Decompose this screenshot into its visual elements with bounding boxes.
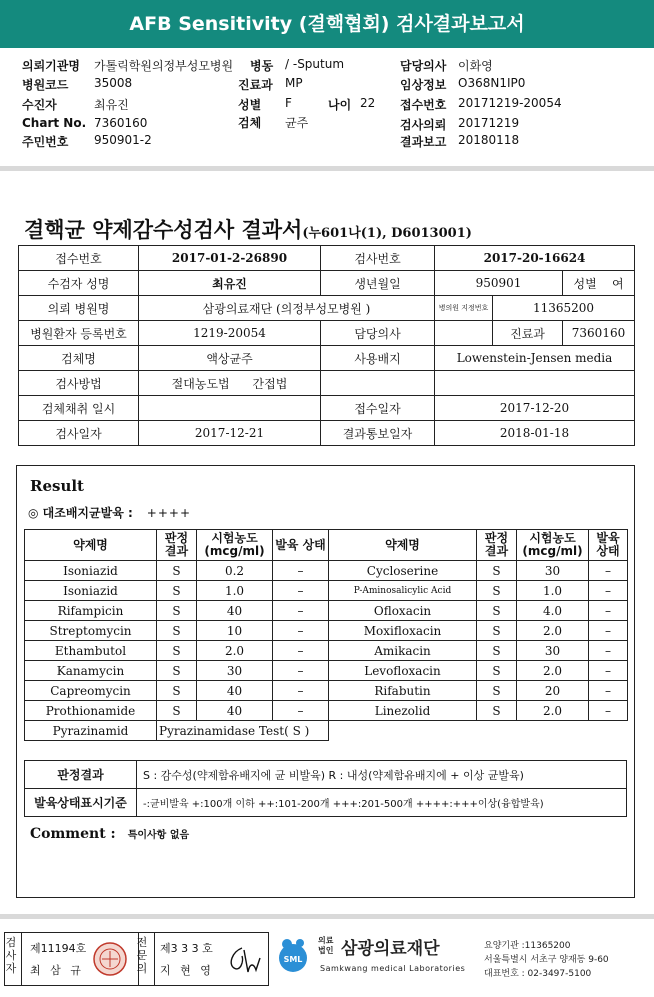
drug-name: Ethambutol (25, 641, 157, 661)
drug-conc: 10 (197, 621, 273, 641)
receipt-label: 접수번호 (19, 246, 139, 271)
age-label: 나이 (328, 98, 352, 112)
drug-growth: – (589, 661, 628, 681)
drug-name: Ofloxacin (329, 601, 477, 621)
institution-label: 의뢰기관명 (22, 59, 80, 73)
sex-label: 성별 (238, 98, 262, 112)
logo-text: SML (283, 955, 303, 964)
resident-label: 주민번호 (22, 135, 69, 149)
blank-cell (329, 721, 628, 741)
comment-text: 특이사항 없음 (127, 830, 190, 841)
reg-value: 1219-20054 (139, 321, 321, 346)
doctor-value (435, 321, 493, 346)
drug-row (25, 561, 628, 581)
org-code: 요양기관 :11365200 (484, 941, 571, 951)
hosp-no-label: 병의원 지정번호 (435, 296, 493, 321)
drug-row (25, 641, 628, 661)
org-english: Samkwang medical Laboratories (320, 964, 466, 973)
drug-judge: S (157, 661, 197, 681)
drug-name: Moxifloxacin (329, 621, 477, 641)
drug-growth: – (273, 561, 329, 581)
sex-value: F (285, 96, 292, 110)
examiner-label (5, 936, 19, 975)
drug-name: Linezolid (329, 701, 477, 721)
resident-value: 950901-2 (94, 133, 152, 147)
legend-growth-label: 발육상태표시기준 (25, 789, 137, 817)
recv-value: 2017-12-20 (435, 396, 635, 421)
drug-name: Isoniazid (25, 561, 157, 581)
hospital-code-value: 35008 (94, 76, 133, 90)
drug-conc: 30 (517, 641, 589, 661)
specimen-label: 검체명 (19, 346, 139, 371)
collect-value (139, 396, 321, 421)
drug-conc: 30 (517, 561, 589, 581)
org-name: 삼광의료재단 (341, 939, 440, 959)
footer-divider (0, 914, 654, 919)
drug-conc: 40 (197, 601, 273, 621)
drug-judge: S (157, 701, 197, 721)
collect-label: 검체채취 일시 (19, 396, 139, 421)
patient-value: 최유진 (94, 98, 129, 112)
drug-judge: S (477, 701, 517, 721)
drug-name: Cycloserine (329, 561, 477, 581)
drug-conc: 1.0 (197, 581, 273, 601)
drug-conc: 2.0 (197, 641, 273, 661)
report-label: 결과보고 (400, 135, 447, 149)
patient-label: 수진자 (22, 98, 57, 112)
drug-judge: S (157, 681, 197, 701)
drug-name: Rifabutin (329, 681, 477, 701)
drug-conc: 20 (517, 681, 589, 701)
drug-conc: 2.0 (517, 621, 589, 641)
header-judge: 판정 결과 (477, 530, 517, 561)
legend-table (24, 760, 627, 817)
drug-growth: – (589, 681, 628, 701)
examiner-name: 최 삼 규 (30, 964, 84, 977)
specialist-name: 지 현 영 (160, 964, 214, 977)
control-growth-value: ++++ (146, 506, 191, 520)
control-growth-label: ◎ 대조배지균발육 : (28, 506, 133, 520)
drug-name: Levofloxacin (329, 661, 477, 681)
dept-value: MP (285, 76, 303, 90)
examiner-license: 제11194호 (30, 942, 87, 955)
notify-value: 2018-01-18 (435, 421, 635, 446)
drug-conc: 1.0 (517, 581, 589, 601)
org-address: 서울특별시 서초구 양재동 9-60 (484, 955, 609, 965)
drug-row (25, 581, 628, 601)
hospital-code-label: 병원코드 (22, 78, 69, 92)
drug-judge: S (477, 641, 517, 661)
drug-row (25, 701, 628, 721)
header-conc: 시험농도 (mcg/ml) (197, 530, 273, 561)
reg-label: 병원환자 등록번호 (19, 321, 139, 346)
doctor-label: 담당의사 (400, 59, 447, 73)
drug-judge: S (477, 561, 517, 581)
drug-judge: S (157, 641, 197, 661)
method-empty (321, 371, 435, 396)
legend-judge-label: 판정결과 (25, 761, 137, 789)
comment-label: Comment : (30, 826, 116, 842)
sex-value: 여 (611, 276, 624, 291)
recv-label: 접수일자 (321, 396, 435, 421)
drug-growth: – (589, 701, 628, 721)
drug-growth: – (273, 601, 329, 621)
drug-growth: – (273, 681, 329, 701)
drug-judge: S (477, 581, 517, 601)
drug-growth: – (589, 561, 628, 581)
report-value: 20180118 (458, 133, 520, 147)
specialist-signature (224, 942, 264, 978)
pyrazinamid-name: Pyrazinamid (25, 721, 157, 741)
patient-value: 최유진 (139, 271, 321, 296)
report-heading: 결핵균 약제감수성검사 결과서(누601나(1), D6013001) (24, 217, 472, 242)
header-growth: 발육 상태 (589, 530, 628, 561)
drug-table (24, 529, 628, 741)
request-label: 검사의뢰 (400, 118, 447, 132)
legend-growth-text: -:균비발육 +:100개 이하 ++:101-200개 +++:201-500개 ++++:+++이상(융합발육) (137, 789, 627, 817)
specialist-label-text: 전문의 (136, 936, 148, 975)
sex-label: 성별 (573, 276, 597, 291)
specimen-value: 액상균주 (139, 346, 321, 371)
doctor-value: 이화영 (458, 59, 493, 73)
drug-growth: – (589, 581, 628, 601)
header-drug: 약제명 (329, 530, 477, 561)
receipt-label: 접수번호 (400, 98, 447, 112)
drug-name: Kanamycin (25, 661, 157, 681)
drug-growth: – (589, 621, 628, 641)
method-label: 검사방법 (19, 371, 139, 396)
dept-label: 진료과 (238, 78, 273, 92)
drug-conc: 40 (197, 681, 273, 701)
chart-value: 7360160 (94, 116, 148, 130)
drug-row (25, 661, 628, 681)
medium-value: Lowenstein-Jensen media (435, 346, 635, 371)
drug-growth: – (273, 621, 329, 641)
drug-growth: – (589, 641, 628, 661)
drug-growth: – (273, 701, 329, 721)
drug-growth: – (273, 581, 329, 601)
dept-value: 7360160 (563, 321, 635, 346)
drug-name: P-Aminosalicylic Acid (329, 581, 477, 601)
specimen-label: 검체 (238, 116, 262, 130)
chart-label: Chart No. (22, 116, 87, 130)
patient-label: 수검자 성명 (19, 271, 139, 296)
header-judge: 판정 결과 (157, 530, 197, 561)
hosp-no-value: 11365200 (493, 296, 635, 321)
institution-value: 가톨릭학원의정부성모병원 (94, 59, 234, 73)
test-no-value: 2017-20-16624 (435, 246, 635, 271)
specialist-label (136, 936, 150, 975)
dept-label: 진료과 (493, 321, 563, 346)
ward-value: / -Sputum (285, 57, 345, 71)
dob-value: 950901 (435, 271, 563, 296)
examiner-label-text: 검사자 (5, 936, 17, 975)
clinical-label: 임상정보 (400, 78, 447, 92)
sex-cell (563, 271, 635, 296)
testdate-label: 검사일자 (19, 421, 139, 446)
header-drug: 약제명 (25, 530, 157, 561)
drug-growth: – (589, 601, 628, 621)
sml-logo-icon (273, 934, 313, 974)
drug-name: Capreomycin (25, 681, 157, 701)
specimen-value: 균주 (285, 116, 309, 130)
test-no-label: 검사번호 (321, 246, 435, 271)
control-growth (28, 504, 191, 521)
doctor-label: 담당의사 (321, 321, 435, 346)
request-value: 20171219 (458, 116, 520, 130)
hospital-value: 삼광의료재단 (의정부성모병원 ) (139, 296, 435, 321)
method-empty-2 (435, 371, 635, 396)
drug-row (25, 601, 628, 621)
pyrazinamid-result: Pyrazinamidase Test( S ) (157, 721, 329, 741)
header-conc: 시험농도 (mcg/ml) (517, 530, 589, 561)
drug-name: Rifampicin (25, 601, 157, 621)
comment (30, 826, 189, 842)
drug-conc: 40 (197, 701, 273, 721)
header-growth: 발육 상태 (273, 530, 329, 561)
drug-conc: 2.0 (517, 661, 589, 681)
drug-conc: 30 (197, 661, 273, 681)
report-code: (누601나(1), D6013001) (302, 226, 472, 241)
method-value: 절대농도법 간접법 (139, 371, 321, 396)
age-value: 22 (360, 96, 376, 110)
drug-conc: 2.0 (517, 701, 589, 721)
drug-row (25, 681, 628, 701)
legend-judge-text: S : 감수성(약제함유배지에 균 비발육) R : 내성(약제함유배지에 + 이상 균발육) (137, 761, 627, 789)
dob-label: 생년월일 (321, 271, 435, 296)
drug-judge: S (477, 681, 517, 701)
drug-judge: S (157, 601, 197, 621)
drug-growth: – (273, 641, 329, 661)
section-divider (0, 166, 654, 171)
drug-growth: – (273, 661, 329, 681)
drug-name: Prothionamide (25, 701, 157, 721)
drug-judge: S (157, 561, 197, 581)
drug-row (25, 621, 628, 641)
examiner-seal (92, 941, 128, 977)
drug-name: Streptomycin (25, 621, 157, 641)
drug-judge: S (477, 621, 517, 641)
drug-name: Isoniazid (25, 581, 157, 601)
hospital-label: 의뢰 병원명 (19, 296, 139, 321)
drug-conc: 0.2 (197, 561, 273, 581)
testdate-value: 2017-12-21 (139, 421, 321, 446)
drug-judge: S (477, 601, 517, 621)
result-title: Result (30, 477, 84, 495)
receipt-value: 20171219-20054 (458, 96, 562, 110)
drug-name: Amikacin (329, 641, 477, 661)
receipt-value: 2017-01-2-26890 (139, 246, 321, 271)
org-phone: 대표번호 : 02-3497-5100 (484, 969, 592, 979)
medium-label: 사용배지 (321, 346, 435, 371)
report-title-bar: AFB Sensitivity (결핵협회) 검사결과보고서 (0, 0, 654, 48)
org-prefix: 의료법인 (318, 936, 334, 955)
drug-judge: S (157, 581, 197, 601)
drug-judge: S (477, 661, 517, 681)
drug-conc: 4.0 (517, 601, 589, 621)
specialist-license: 제3 3 3 호 (160, 942, 213, 955)
pyrazinamid-row (25, 721, 628, 741)
ward-label: 병동 (250, 59, 274, 73)
clinical-value: O368N1IP0 (458, 76, 526, 90)
drug-judge: S (157, 621, 197, 641)
patient-info-table (18, 245, 635, 446)
notify-label: 결과통보일자 (321, 421, 435, 446)
